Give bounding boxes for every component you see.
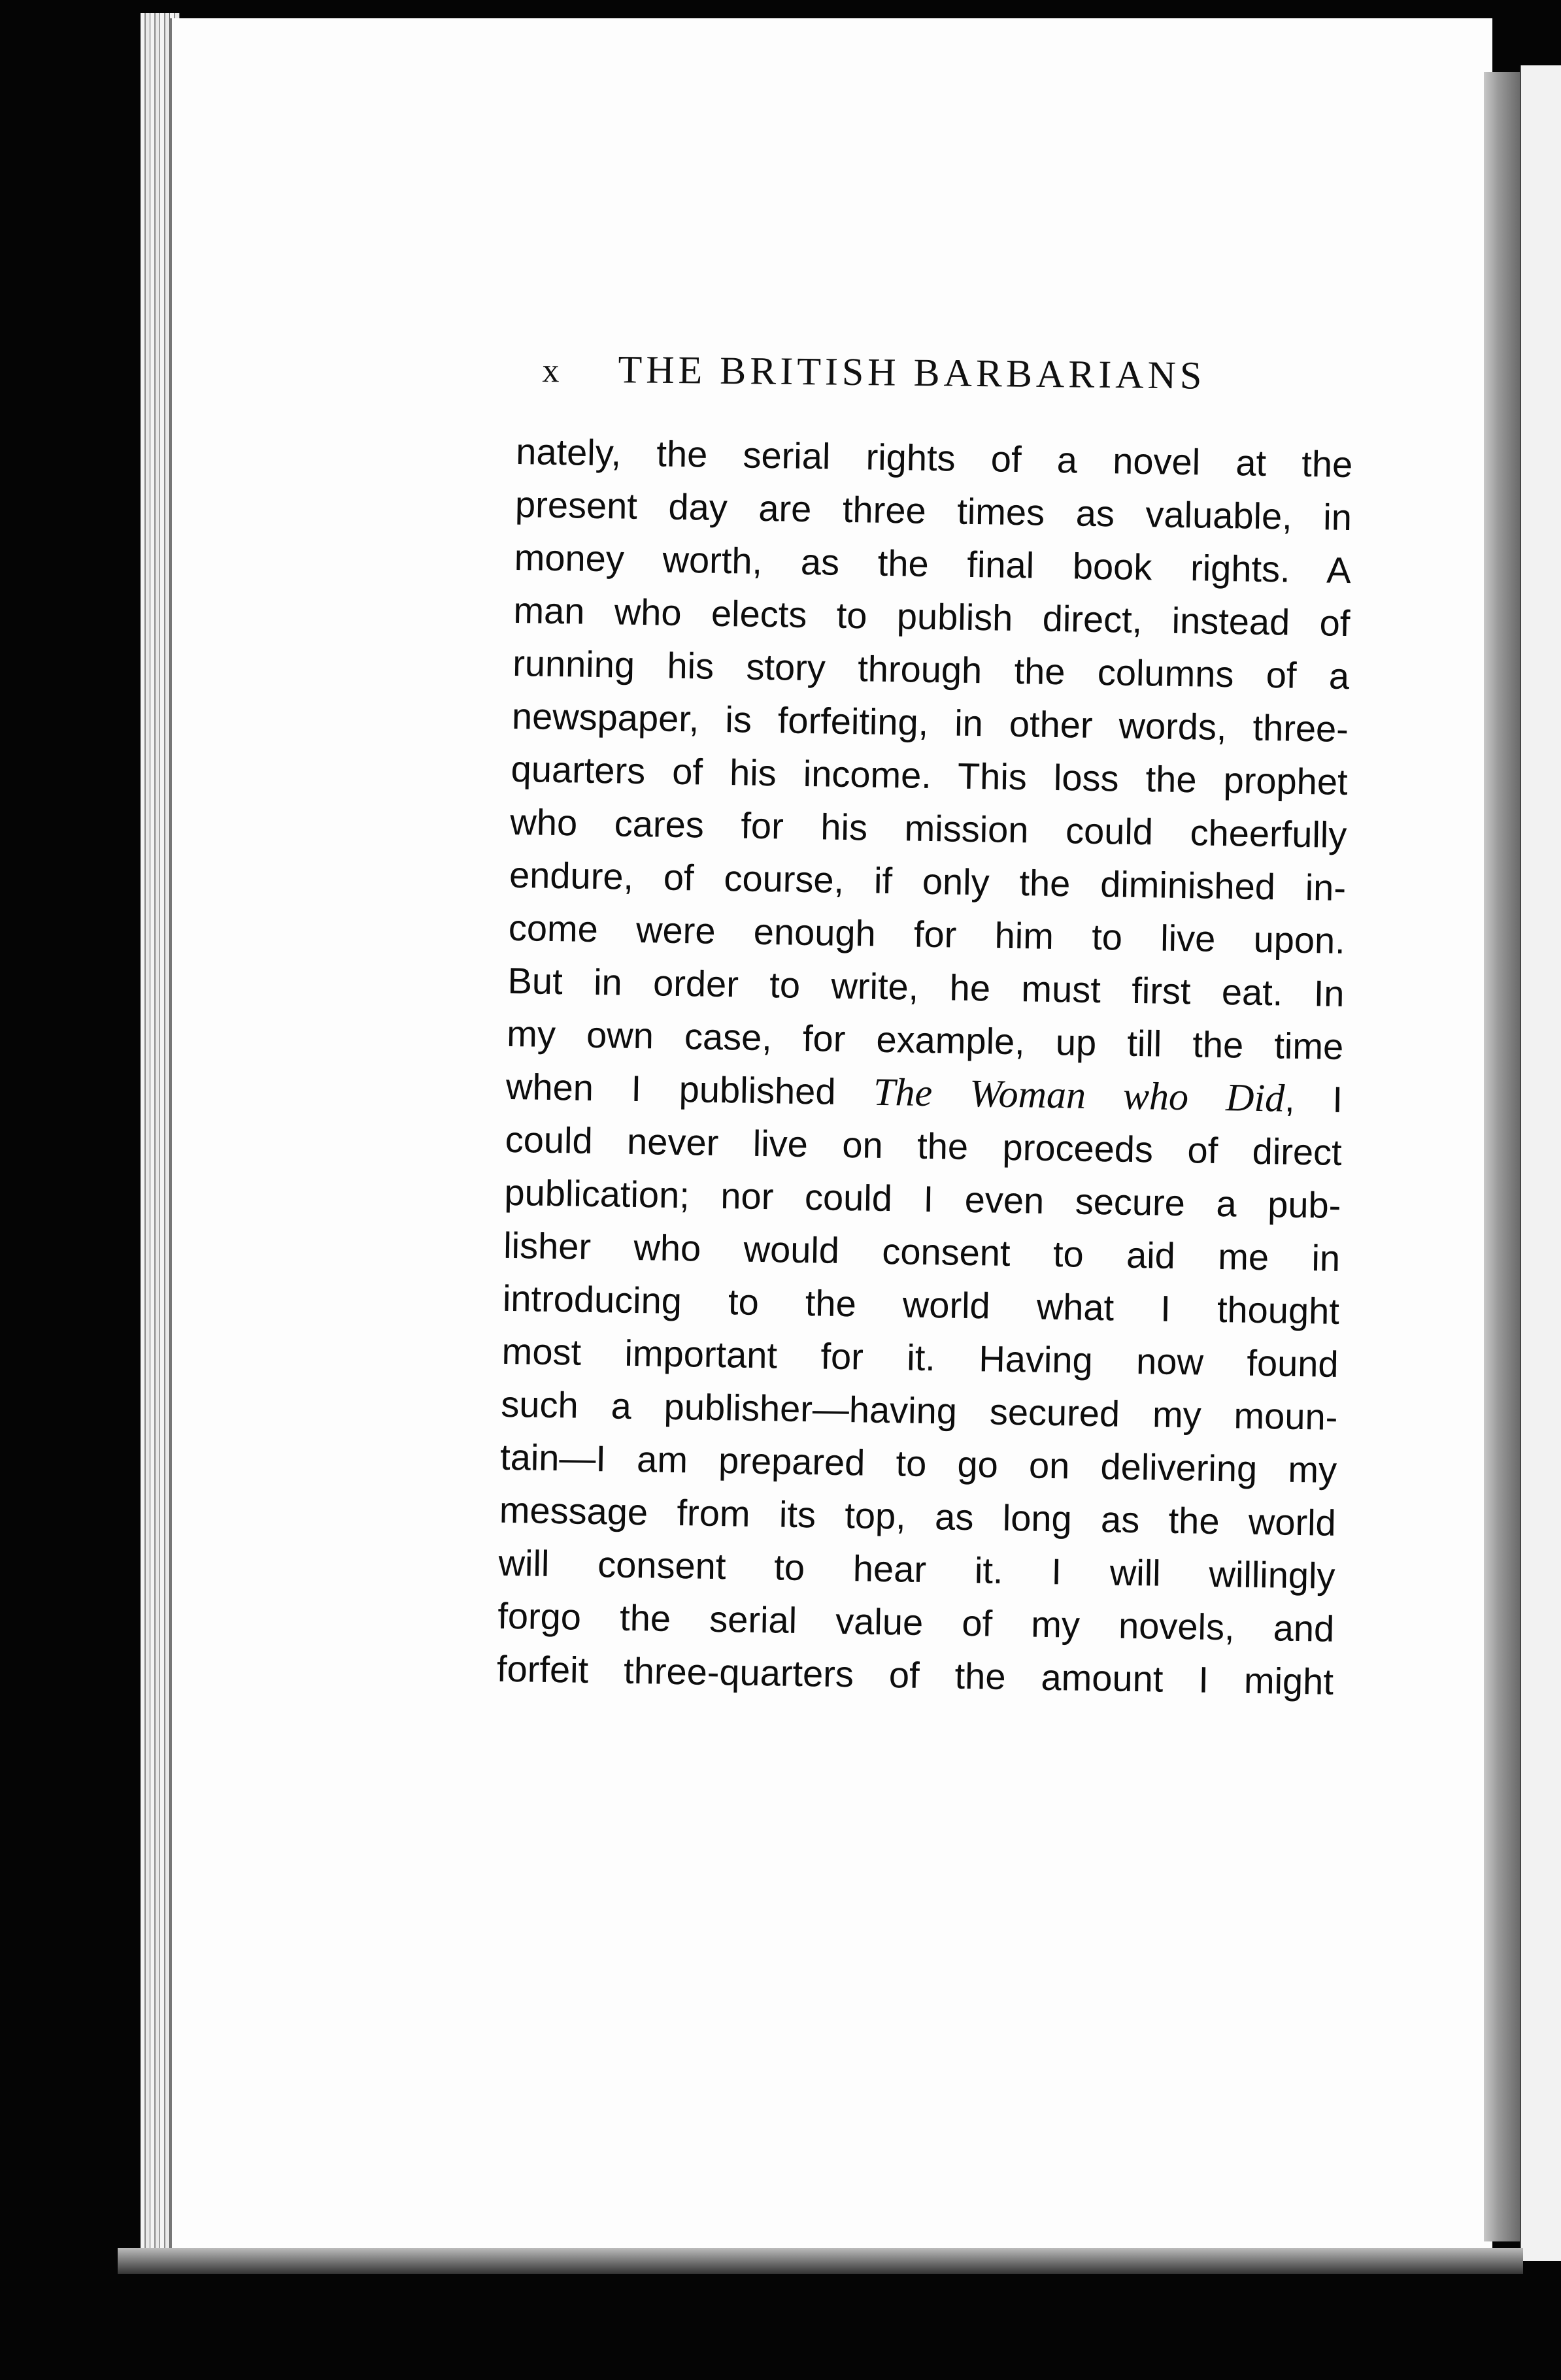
text-line: running his story through the columns of a — [512, 642, 1350, 697]
text-line: endure, of course, if only the diminished in- — [509, 853, 1347, 909]
body-text — [496, 425, 1352, 1708]
text-line: could never live on the proceeds of direct — [505, 1118, 1343, 1173]
text-line: forfeit three-quarters of the amount I might — [496, 1647, 1334, 1702]
text-line: money worth, as the final book rights. A — [514, 536, 1352, 591]
text-line: who cares for his mission could cheerfully — [509, 801, 1347, 856]
text-line: forgo the serial value of my novels, and — [497, 1595, 1335, 1649]
text-line: introducing to the world what I thought — [502, 1277, 1340, 1332]
book-title: THE BRITISH BARBARIANS — [618, 348, 1206, 397]
italic-book-title: The Woman who Did — [873, 1070, 1285, 1120]
text-line: will consent to hear it. I will willingly — [498, 1542, 1335, 1596]
text-line: message from its top, as long as the world — [499, 1489, 1337, 1544]
text-line: newspaper, is forfeiting, in other words, three- — [511, 695, 1349, 750]
text-run: when I published — [505, 1065, 874, 1113]
text-line: nately, the serial rights of a novel at the — [515, 430, 1353, 486]
text-line: lisher who would consent to aid me in — [503, 1224, 1341, 1279]
text-line: come were enough for him to live upon. — [508, 906, 1346, 962]
facing-page — [1520, 65, 1561, 2261]
page-number: x — [542, 352, 563, 390]
text-line: my own case, for example, up till the time — [506, 1012, 1344, 1067]
text-line: But in order to write, he must first eat. In — [507, 959, 1345, 1014]
text-line: present day are three times as valuable, in — [514, 483, 1352, 538]
text-line: quarters of his income. This loss the prophet — [511, 748, 1349, 803]
page-bottom-edge — [118, 2248, 1523, 2274]
text-line: publication; nor could I even secure a pub- — [504, 1171, 1341, 1226]
running-head — [542, 346, 1360, 400]
text-line: man who elects to publish direct, instead of — [513, 589, 1351, 644]
facing-page-edge — [1484, 72, 1520, 2241]
text-line: tain—I am prepared to go on delivering my — [499, 1436, 1337, 1491]
text-line: such a publisher—having secured my moun- — [500, 1383, 1338, 1438]
text-line: most important for it. Having now found — [501, 1330, 1339, 1385]
text-run: , I — [1284, 1078, 1343, 1120]
